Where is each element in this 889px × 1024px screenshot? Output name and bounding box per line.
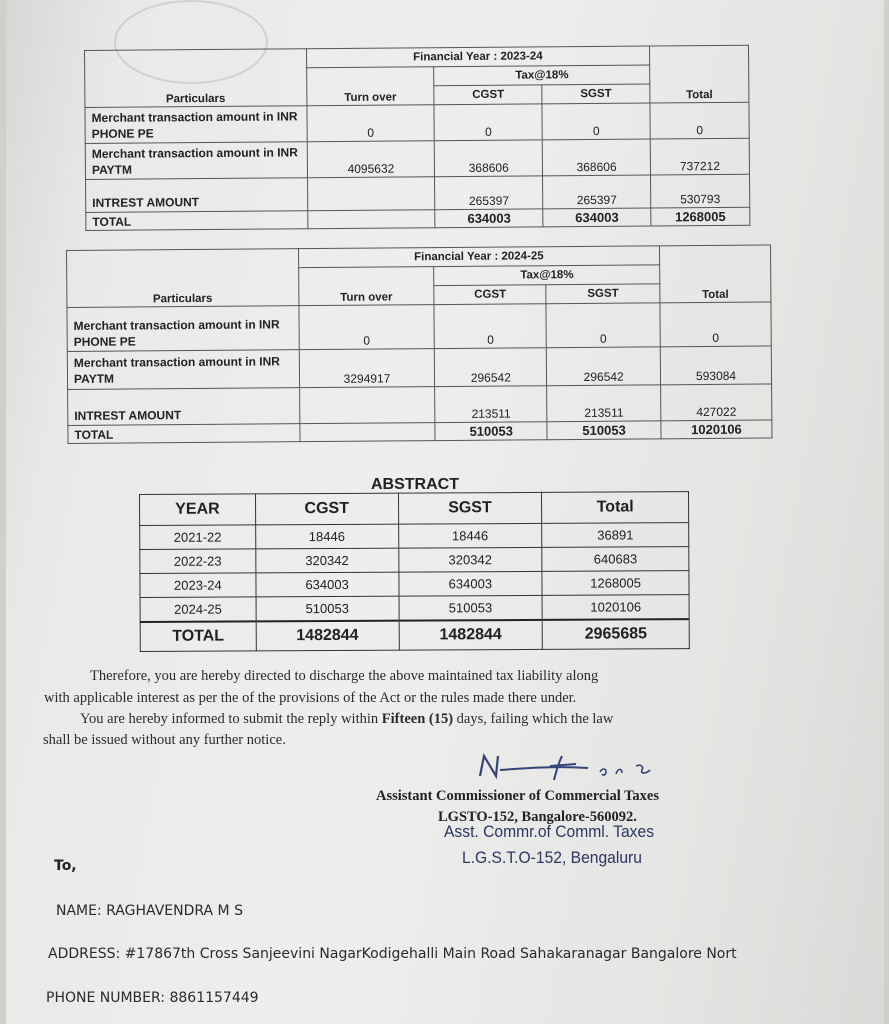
abstract-title: ABSTRACT <box>371 476 459 493</box>
table-total-row <box>140 619 689 651</box>
total-value: 530793 <box>651 174 750 208</box>
year-value: 2022-23 <box>140 549 256 574</box>
seal-line-1: Asst. Commr.of Comml. Taxes <box>444 822 655 841</box>
particulars-header: Particulars <box>67 249 299 308</box>
row-label: Merchant transaction amount in INR PAYTM <box>67 350 299 390</box>
row-label: Merchant transaction amount in INR PHONE PE <box>67 306 299 352</box>
sgst-value: 634003 <box>543 208 651 227</box>
sgst-value: 1482844 <box>399 620 543 650</box>
row-label: TOTAL <box>68 424 300 444</box>
total-value: 427022 <box>661 384 772 421</box>
tax-rate-header: Tax@18% <box>434 65 650 86</box>
year-value: 2021-22 <box>140 525 256 550</box>
directive-line-1: Therefore, you are hereby directed to discharge the above maintained tax liability along <box>90 668 599 684</box>
turnover-header: Turn over <box>298 267 434 306</box>
cgst-value: 368606 <box>435 140 543 177</box>
turnover-value: 0 <box>299 305 435 350</box>
total-value: 1268005 <box>651 207 750 226</box>
reply-line-2: shall be issued without any further notice. <box>43 732 286 748</box>
turnover-value <box>307 210 435 229</box>
sgst-header: SGST <box>546 284 660 304</box>
sgst-value: 0 <box>542 103 650 140</box>
fy-2023-24-table <box>84 45 750 231</box>
to-label: To, <box>54 858 77 874</box>
total-header: Total <box>650 45 749 103</box>
cgst-value: 510053 <box>435 422 547 441</box>
sgst-value: 265397 <box>543 175 651 209</box>
recipient-address: ADDRESS: #17867th Cross Sanjeevini NagarKodigehalli Main Road Sahakaranagar Bangalore Nort <box>48 946 737 962</box>
sgst-value: 18446 <box>398 523 542 548</box>
row-label: Merchant transaction amount in INR PAYTM <box>85 142 307 180</box>
total-value: 1020106 <box>542 595 689 620</box>
total-value: 0 <box>650 102 749 139</box>
signature-icon <box>476 750 666 784</box>
table-total-row <box>86 207 750 230</box>
turnover-value: 3294917 <box>299 349 435 388</box>
table-row <box>67 302 771 352</box>
reply-line-1: You are hereby informed to submit the reply within Fifteen (15) days, failing which the law <box>80 711 614 727</box>
sgst-value: 213511 <box>547 385 661 422</box>
financial-year-title: Financial Year : 2024-25 <box>298 246 660 268</box>
row-label: Merchant transaction amount in INR PHONE PE <box>85 106 307 144</box>
cgst-value: 1482844 <box>256 621 399 651</box>
cgst-value: 213511 <box>435 386 547 423</box>
total-value: 1020106 <box>661 420 772 439</box>
fy-2024-25-table <box>66 244 773 444</box>
sgst-value: 510053 <box>547 421 661 440</box>
sgst-value: 634003 <box>398 571 542 596</box>
office-address: LGSTO-152, Bangalore-560092. <box>438 809 637 825</box>
cgst-value: 0 <box>434 104 542 141</box>
year-value: TOTAL <box>140 621 256 651</box>
total-header: Total <box>660 245 771 303</box>
officer-designation: Assistant Commissioner of Commercial Taxes <box>376 788 660 804</box>
turnover-value: 4095632 <box>307 141 435 178</box>
table-row <box>140 571 689 598</box>
seal-line-2: L.G.S.T.O-152, Bengaluru <box>462 848 642 867</box>
table-row <box>85 138 749 179</box>
table-row <box>140 547 689 574</box>
total-header: Total <box>542 492 689 524</box>
cgst-value: 0 <box>434 304 546 349</box>
total-value: 593084 <box>660 346 771 385</box>
cgst-value: 320342 <box>256 548 399 573</box>
particulars-header: Particulars <box>85 49 307 108</box>
cgst-value: 634003 <box>256 572 399 597</box>
abstract-table <box>139 491 690 652</box>
table-row <box>67 346 771 390</box>
cgst-header: CGST <box>255 493 398 525</box>
total-value: 1268005 <box>542 571 689 596</box>
total-value: 640683 <box>542 547 689 572</box>
row-label: TOTAL <box>86 211 308 231</box>
deadline-text: Fifteen (15) <box>381 711 454 727</box>
row-label: INTREST AMOUNT <box>68 388 300 426</box>
total-value: 737212 <box>650 138 749 175</box>
year-value: 2023-24 <box>140 573 256 598</box>
sgst-value: 296542 <box>547 347 661 386</box>
cgst-value: 296542 <box>435 348 547 387</box>
sgst-header: SGST <box>398 492 542 524</box>
table-row <box>86 174 750 212</box>
table-row <box>140 595 689 622</box>
table-row <box>140 523 689 550</box>
sgst-value: 320342 <box>398 547 542 572</box>
sgst-value: 510053 <box>399 595 543 620</box>
turnover-header: Turn over <box>306 67 434 106</box>
recipient-name: NAME: RAGHAVENDRA M S <box>56 903 243 919</box>
sgst-value: 368606 <box>542 139 650 176</box>
turnover-value <box>307 177 435 211</box>
cgst-value: 265397 <box>435 176 543 210</box>
turnover-value <box>299 387 435 424</box>
cgst-value: 510053 <box>256 596 399 621</box>
year-header: YEAR <box>140 494 256 526</box>
directive-line-2: with applicable interest as per the of the provisions of the Act or the rules made there under. <box>44 690 577 706</box>
turnover-value <box>299 423 435 442</box>
turnover-value: 0 <box>307 105 435 142</box>
cgst-value: 18446 <box>255 524 398 549</box>
year-value: 2024-25 <box>140 597 256 622</box>
table-row <box>68 384 772 426</box>
tax-rate-header: Tax@18% <box>434 265 660 286</box>
document-page <box>6 0 884 1024</box>
total-value: 2965685 <box>542 619 689 649</box>
sgst-value: 0 <box>546 303 660 348</box>
table-row <box>85 102 749 143</box>
sgst-header: SGST <box>542 84 650 104</box>
cgst-header: CGST <box>434 85 542 105</box>
cgst-value: 634003 <box>435 209 543 228</box>
cgst-header: CGST <box>434 285 546 305</box>
financial-year-title: Financial Year : 2023-24 <box>306 46 650 68</box>
total-value: 0 <box>660 302 771 347</box>
total-value: 36891 <box>542 523 689 548</box>
recipient-phone: PHONE NUMBER: 8861157449 <box>46 990 259 1006</box>
row-label: INTREST AMOUNT <box>86 178 308 213</box>
